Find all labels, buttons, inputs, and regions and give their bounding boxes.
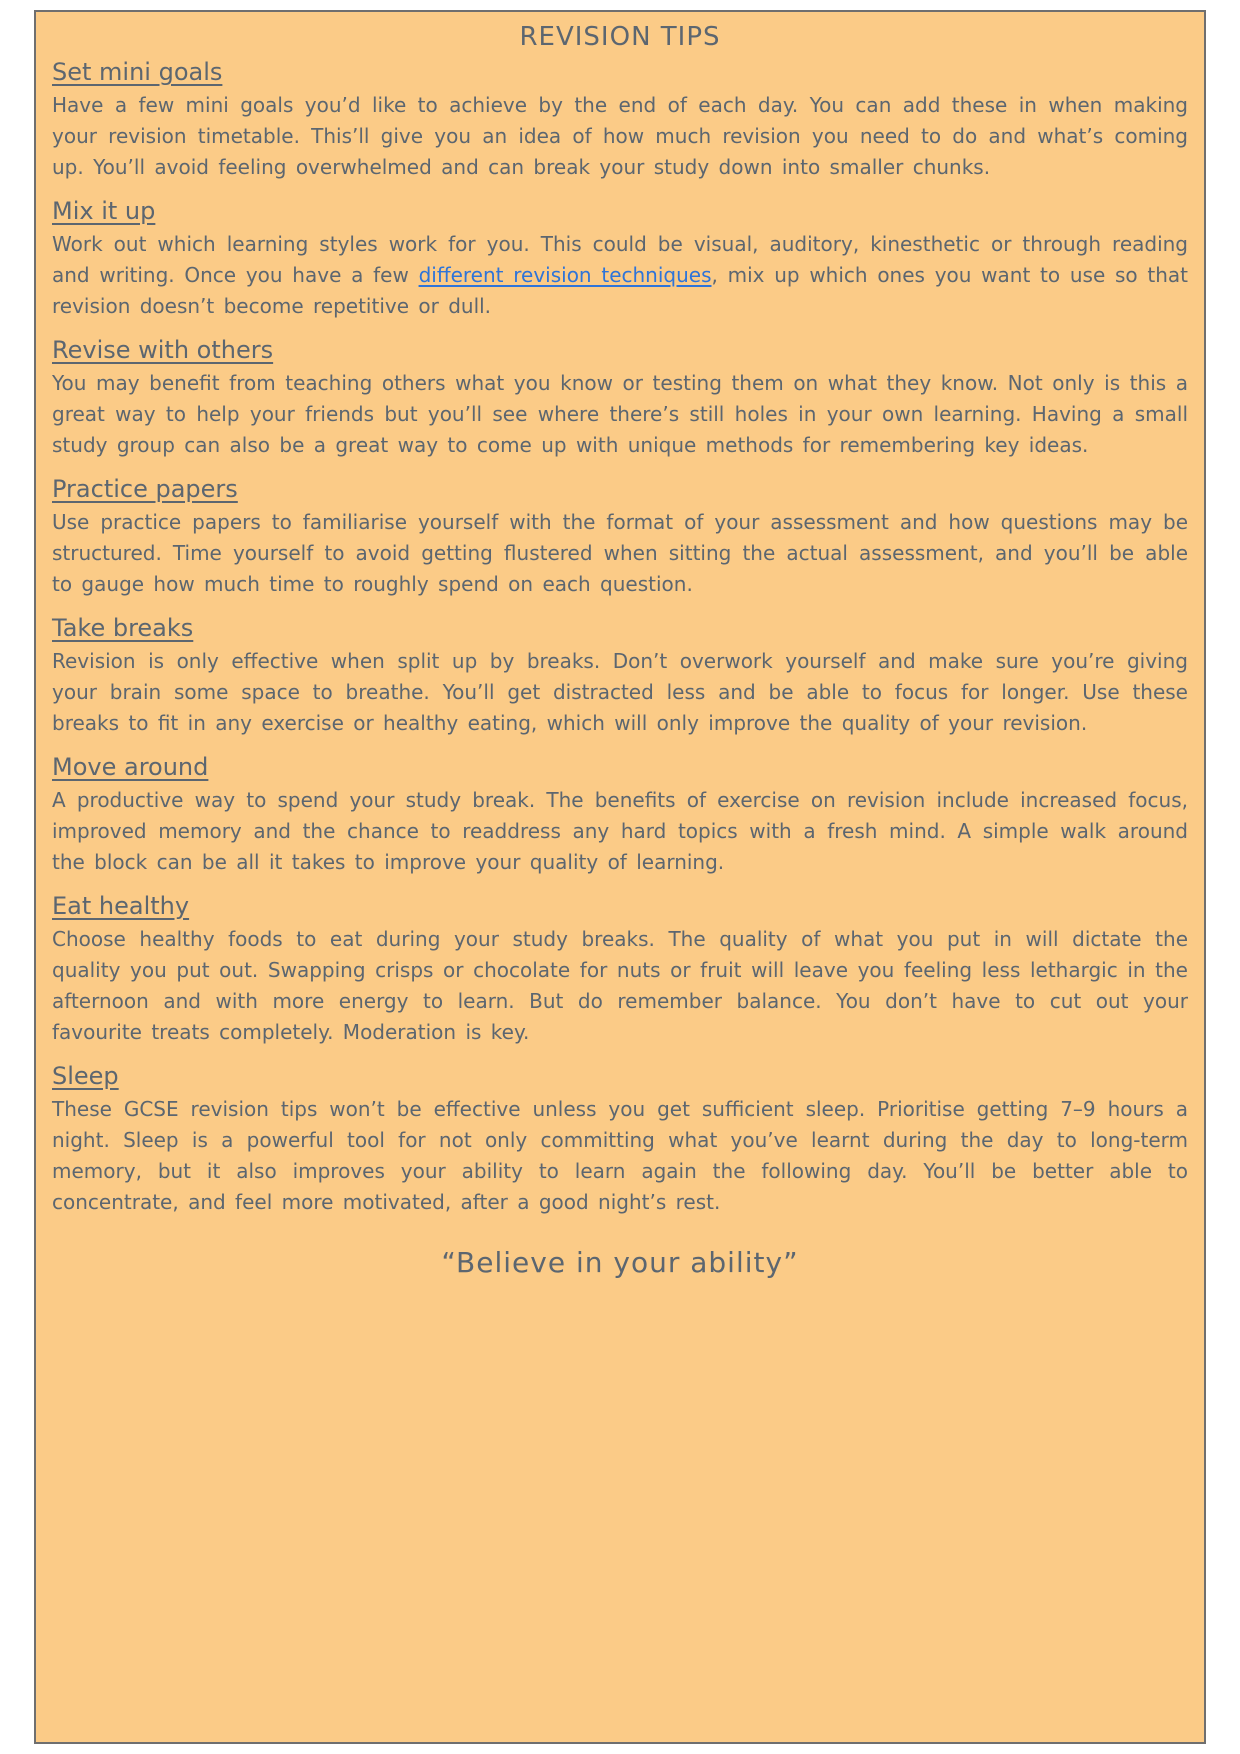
section: [52, 614, 1188, 739]
section: [52, 58, 1188, 183]
section-heading: Set mini goals: [52, 58, 223, 86]
section: [52, 753, 1188, 878]
section-heading: Mix it up: [52, 197, 156, 225]
section-paragraph: [52, 924, 1188, 1048]
section-heading: Take breaks: [52, 614, 194, 642]
paragraph-text: You may benefit from teaching others what you know or testing them on what they know. Not only is this a great way to help your friends but you’ll see where there’s still holes in your own learning. Having a small study group can also be a great way to come up with unique methods for remembering key ideas.: [52, 371, 1188, 457]
section-paragraph: [52, 785, 1188, 878]
section-paragraph: [52, 507, 1188, 600]
paragraph-text: Work out which learning styles work for you. This could be visual, auditory, kinesthetic or through reading and writing. Once you have a few: [52, 232, 1188, 287]
closing-quote: “Believe in your ability”: [441, 1246, 799, 1279]
section-heading: Revise with others: [52, 336, 274, 364]
section: [52, 475, 1188, 600]
sections-container: [52, 58, 1188, 1218]
revision-tips-page: [34, 10, 1206, 1744]
paragraph-text: Revision is only effective when split up by breaks. Don’t overwork yourself and make sure you’re giving your brain some space to breathe. You’ll get distracted less and be able to focus for longer. Use these breaks to fit in any exercise or healthy eating, which will only improve the quality of your revision.: [52, 649, 1188, 735]
section: [52, 1062, 1188, 1218]
page-title: REVISION TIPS: [519, 22, 721, 52]
section-heading: Move around: [52, 753, 209, 781]
section: [52, 892, 1188, 1048]
section-paragraph: [52, 1094, 1188, 1218]
revision-techniques-link[interactable]: different revision techniques: [418, 263, 712, 287]
section: [52, 336, 1188, 461]
paragraph-text: Choose healthy foods to eat during your study breaks. The quality of what you put in will dictate the quality you put out. Swapping crisps or chocolate for nuts or fruit will leave you feeling less lethargic in the afternoon and with more energy to learn. But do remember balance. You don’t have to cut out your favourite treats completely. Moderation is key.: [52, 927, 1188, 1044]
section-paragraph: [52, 229, 1188, 322]
section-heading: Practice papers: [52, 475, 238, 503]
section-heading: Eat healthy: [52, 892, 190, 920]
paragraph-text: Use practice papers to familiarise yourself with the format of your assessment and how questions may be structured. Time yourself to avoid getting flustered when sitting the actual assessment, and you’ll be able to gauge how much time to roughly spend on each question.: [52, 510, 1188, 596]
section-paragraph: [52, 90, 1188, 183]
section-paragraph: [52, 646, 1188, 739]
paragraph-text: Have a few mini goals you’d like to achieve by the end of each day. You can add these in when making your revision timetable. This’ll give you an idea of how much revision you need to do and what’s coming up. You’ll avoid feeling overwhelmed and can break your study down into smaller chunks.: [52, 93, 1188, 179]
section-heading: Sleep: [52, 1062, 119, 1090]
paragraph-text: These GCSE revision tips won’t be effective unless you get sufficient sleep. Prioritise getting 7–9 hours a night. Sleep is a powerful tool for not only committing what you’ve learnt during the day to long-term memory, but it also improves your ability to learn again the following day. You’ll be better able to concentrate, and feel more motivated, after a good night’s rest.: [52, 1097, 1188, 1214]
section-paragraph: [52, 368, 1188, 461]
section: [52, 197, 1188, 322]
paragraph-text: , mix up which ones you want to use so that revision doesn’t become repetitive or dull.: [52, 263, 1189, 318]
paragraph-text: A productive way to spend your study break. The benefits of exercise on revision include increased focus, improved memory and the chance to readdress any hard topics with a fresh mind. A simple walk around the block can be all it takes to improve your quality of learning.: [52, 788, 1188, 874]
